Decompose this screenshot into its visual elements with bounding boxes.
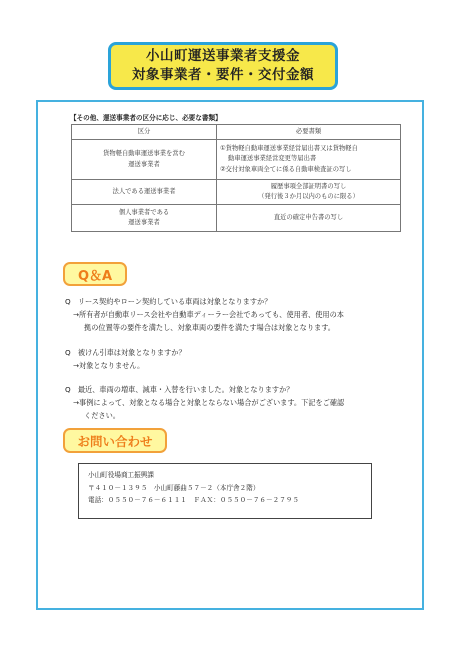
documents-text: 履歴事項全部証明書の写し [270,182,347,190]
contact-phone-fax: 電話：０５５０－７６－６１１１ ＦＡＸ：０５５０－７６－２７９５ [88,496,299,504]
documents-cell [217,140,401,180]
category-text: 運送事業者 [128,160,160,168]
documents-text: 動車運送事業経営変更等届出書 [228,155,317,163]
category-cell [72,140,217,180]
column-header-documents: 必要書類 [217,125,401,140]
title-banner [108,42,338,90]
qa-answer: ください。 [84,411,120,420]
qa-question: Q リース契約やローン契約している車両は対象となりますか？ [65,297,272,306]
documents-text: （発行後３か月以内のものに限る） [258,193,359,200]
qa-question: Q 被けん引車は対象となりますか？ [65,348,186,357]
qa-answer: 拠の位置等の要件を満たし、対象車両の要件を満たす場合は対象となります。 [84,323,335,332]
category-text: 個人事業者である [118,208,170,216]
category-text: 運送事業者 [128,219,160,226]
contact-department: 小山町役場商工振興課 [88,471,154,479]
documents-cell [217,205,401,232]
requirements-heading: 【その他、運送事業者の区分に応じ、必要な書類】 [70,114,222,122]
column-header-category: 区分 [72,125,217,140]
category-text: 法人である運送事業者 [112,187,176,195]
qa-item-2 [65,346,186,372]
qa-heading: Q＆A [63,262,127,286]
qa-answer: →所有者が自動車リース会社や自動車ディーラー会社であっても、使用者、使用の本 [73,310,344,319]
contact-address: 〒４１０－１３９５ 小山町藤曲５７－２（本庁舎２階） [88,483,260,492]
documents-cell [217,180,401,205]
category-text: 貨物軽自動車運送事業を営む [103,150,185,157]
qa-item-3 [65,383,344,422]
requirements-table [71,124,401,232]
table-row [72,180,401,205]
category-cell [72,180,217,205]
qa-item-1 [65,295,344,334]
category-cell [72,205,217,232]
documents-text: ①貨物軽自動車運送事業経営届出書又は貨物軽自 [220,144,358,152]
table-row [72,140,401,180]
contact-heading: お問い合わせ [63,428,167,453]
title-line-1: 小山町運送事業者支援金 [146,48,300,64]
contact-box [78,463,372,519]
documents-text: ②交付対象車両全てに係る自動車検査証の写し [220,165,352,173]
documents-text: 直近の確定申告書の写し [273,213,344,221]
table-row [72,205,401,232]
qa-answer: →対象となりません。 [73,361,145,370]
title-line-2: 対象事業者・要件・交付金額 [132,67,314,83]
table-header-row [72,125,401,140]
qa-question: Q 最近、車両の増車、減車・入替を行いました。対象となりますか？ [65,385,294,394]
qa-answer: →事例によって、対象となる場合と対象とならない場合がございます。下記をご確認 [73,398,345,407]
